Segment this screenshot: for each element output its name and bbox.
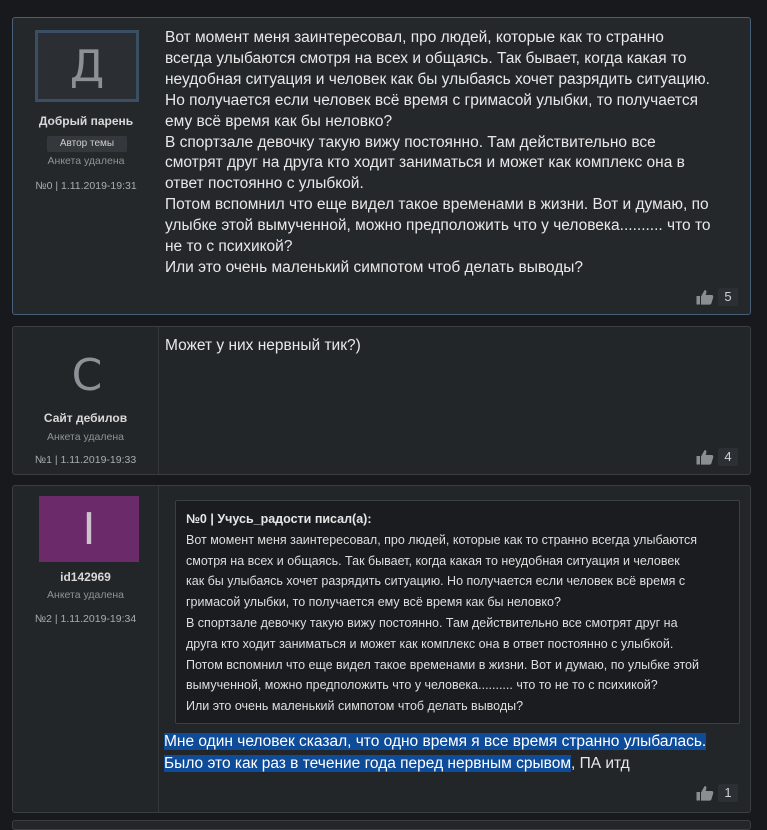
profile-status: Анкета удалена (47, 155, 125, 167)
avatar[interactable]: I (39, 496, 139, 562)
post-author-panel (13, 327, 159, 474)
quote-line: вымученной, можно предположить что у человека.......... что то не то с психикой? (186, 678, 658, 693)
post-1 (12, 326, 751, 475)
profile-status: Анкета удалена (47, 431, 124, 443)
post-2 (12, 485, 751, 813)
like-count: 4 (718, 448, 738, 466)
post-line: ответ постоянно с улыбкой. (165, 175, 364, 193)
quote-line: Или это очень маленький симпотом чтоб делать выводы? (186, 699, 524, 714)
quote-line: друга кто ходит заниматься и может как комплекс она в ответ постоянно с улыбкой. (186, 636, 674, 651)
avatar[interactable]: С (35, 339, 139, 411)
post-meta[interactable]: №1 | 1.11.2019-19:33 (34, 454, 137, 466)
post-line: Или это очень маленький симпотом чтоб делать выводы? (165, 258, 583, 276)
post-meta[interactable]: №0 | 1.11.2019-19:31 (35, 180, 137, 192)
next-post-edge (12, 820, 751, 830)
post-author-panel (13, 18, 159, 314)
selected-text[interactable]: Мне один человек сказал, что одно время я все время странно улыбалась. (164, 733, 707, 750)
quote-line: смотря на всех и общаясь. Так бывает, когда какая то неудобная ситуация и человек (186, 553, 680, 568)
post-line: не то с психикой? (165, 238, 293, 256)
post-line: ему всё время как бы неловко? (165, 112, 393, 130)
like-button[interactable] (696, 448, 738, 466)
post-text: Может у них нервный тик?) (165, 337, 361, 354)
thumbs-up-icon[interactable] (696, 289, 714, 305)
post-line: всегда улыбаются смотря на всех и общаясь. Так бывает, когда какая то (165, 49, 687, 67)
quote-block (175, 500, 740, 724)
selected-text[interactable]: Было это как раз в течение года перед нервным срывом (164, 754, 571, 772)
like-button[interactable] (696, 784, 738, 802)
quote-line: как бы улыбаясь хочет разрядить ситуацию. Но получается если человек всё время с (186, 574, 686, 589)
post-0 (12, 17, 751, 315)
post-text: , ПА итд (570, 754, 630, 772)
post-body (165, 336, 738, 357)
post-body (164, 731, 738, 774)
post-line: смотрят друг на друга кто ходит заниматься и может как комплекс она в (165, 154, 685, 172)
topic-author-badge: Автор темы (47, 136, 127, 152)
quote-line: гримасой улыбки, то получается ему всё время как бы неловко? (186, 595, 561, 610)
profile-status: Анкета удалена (47, 589, 124, 601)
post-meta[interactable]: №2 | 1.11.2019-19:34 (34, 613, 137, 625)
post-line: Вот момент меня заинтересовал, про людей, которые как то странно (165, 29, 664, 46)
author-name[interactable]: id142969 (60, 570, 111, 584)
post-line: улыбке этой вымученной, можно предположить что у человека.......... что то (165, 217, 711, 235)
post-line: Но получается если человек всё время с гримасой улыбки, то получается (165, 91, 698, 109)
like-count: 1 (718, 784, 738, 802)
avatar[interactable]: Д (35, 30, 139, 102)
author-name[interactable]: Добрый парень (38, 114, 134, 128)
quote-line: Вот момент меня заинтересовал, про людей, которые как то странно всегда улыбаются (186, 532, 697, 547)
post-line: неудобная ситуация и человек как бы улыбаясь хочет разрядить ситуацию. (165, 70, 710, 88)
like-count: 5 (718, 288, 738, 306)
quote-line: Потом вспомнил что еще видел такое временами в жизни. Вот и думаю, по улыбке этой (186, 657, 699, 672)
author-name[interactable]: Сайт дебилов (43, 411, 128, 425)
like-button[interactable] (696, 288, 738, 306)
thumbs-up-icon[interactable] (696, 785, 714, 801)
post-body (165, 28, 738, 279)
post-author-panel (13, 486, 159, 812)
quote-header: №0 | Учусь_радости писал(а): (186, 512, 372, 526)
post-line: Потом вспомнил что еще видел такое временами в жизни. Вот и думаю, по (165, 196, 709, 214)
post-line: В спортзале девочку такую вижу постоянно. Там действительно все (165, 133, 656, 151)
thumbs-up-icon[interactable] (696, 449, 714, 465)
quote-line: В спортзале девочку такую вижу постоянно. Там действительно все смотрят друг на (186, 615, 678, 630)
